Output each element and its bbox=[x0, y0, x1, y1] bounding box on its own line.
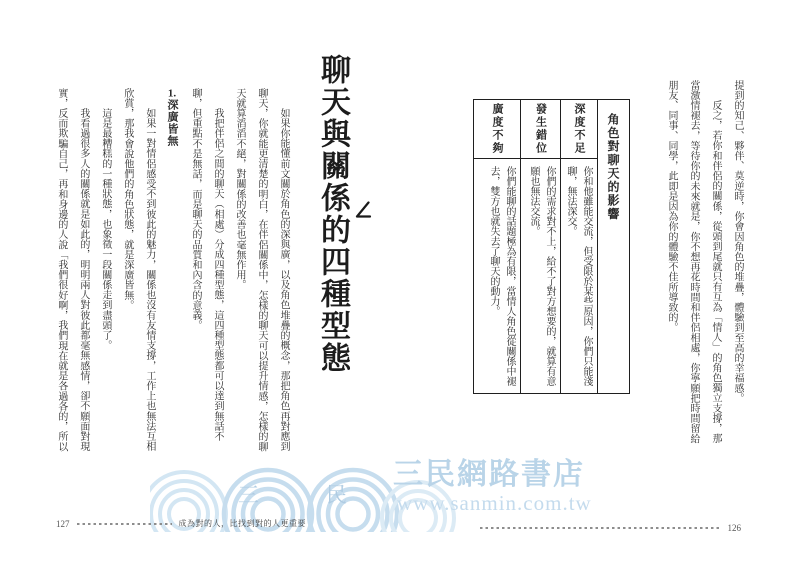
logo-char-san: 三 bbox=[238, 483, 259, 507]
section-number: 1. bbox=[167, 88, 177, 99]
chapter-title-block bbox=[310, 54, 372, 374]
table-row bbox=[521, 100, 561, 393]
table-row bbox=[561, 100, 598, 393]
row-text: 你們的需求對不上，給不了對方想要的，就算有意願也無法交流。 bbox=[528, 166, 555, 386]
table-row bbox=[474, 100, 521, 393]
right-page-body-text bbox=[658, 80, 748, 448]
row-label: 廣度不夠 bbox=[474, 100, 520, 159]
left-page-body-text bbox=[48, 88, 294, 454]
paragraph: 如果你能懂前文關於角色的深與廣，以及角色堆疊的概念，那把角色再對應到聊天，你就能更清楚的明白，在伴侶關係中，怎樣的聊天可以提升情感，怎樣的聊天就算滔滔不絕，對關係的改善也毫無作用。 bbox=[234, 88, 289, 452]
row-text: 你們能聊的話題極為有限，當情人角色從關係中褪去，雙方也就失去了聊天的動力。 bbox=[488, 166, 515, 386]
footer-dashed-rule bbox=[480, 527, 721, 529]
paragraph: 如果一對情侶感受不到彼此的魅力，關係也沒有友情支撐，工作上也無法互相欣賞，那我會說他們的角色狀態，就是深廣皆無。 bbox=[121, 88, 155, 452]
paragraph: 提到的知己、夥伴、莫逆時，你會因角色的堆疊，體驗到至高的幸福感。 bbox=[732, 80, 743, 404]
paragraph: 我把伴侶之間的聊天（相處）分成四種型態，這四種型態都可以達到無話不聊，但重點不是無話，而是聊天的品質和內含的意義。 bbox=[190, 88, 223, 442]
row-label: 發生錯位 bbox=[521, 100, 560, 159]
page-number: 127 bbox=[56, 518, 70, 529]
table-header: 角色對聊天的影響 bbox=[606, 113, 620, 221]
role-chat-impact-table bbox=[473, 99, 630, 394]
watermark-url: www.sanmin.com.tw bbox=[397, 491, 592, 515]
chapter-title-text: 聊天與關係的四種型態 bbox=[316, 54, 349, 374]
chapter-mark-icon bbox=[354, 201, 372, 219]
section-heading bbox=[160, 88, 184, 454]
page-number: 126 bbox=[727, 523, 741, 533]
row-text: 你和他雖能交流，但受限於某些原因，你們只能淺聊，無法深交。 bbox=[565, 166, 592, 386]
left-page-footer bbox=[56, 518, 306, 529]
right-page-footer bbox=[473, 523, 741, 533]
footer-dashed-rule bbox=[77, 523, 172, 525]
paragraph: 我看過很多人的關係就是如此的，明明兩人對彼此都毫無感情，卻不願面對現實，反而欺騙自己，再和身邊的人說「我們很好啊，我們現在就是各過各的，所以 bbox=[55, 88, 89, 452]
paragraph: 這是最糟糕的一種狀態，也象徵一段關係走到盡頭了。 bbox=[99, 108, 111, 351]
watermark-store-name: 三民網路書店 bbox=[393, 458, 585, 491]
row-label: 深度不足 bbox=[561, 100, 597, 159]
logo-char-min: 民 bbox=[326, 483, 347, 507]
section-heading-text: 深廣皆無 bbox=[166, 99, 178, 147]
paragraph: 反之，若你和伴侶的關係，從頭到尾就只有互為「情人」的角色獨立支撐，那當激情褪去，等待你的未來就是，你不想再花時間和伴侶相處，你寧願把時間留給朋友、同事、同學，此即是因為你的體驗不佳所導致的。 bbox=[666, 80, 721, 444]
running-title: 成為對的人，比找到對的人更重要 bbox=[178, 519, 306, 528]
